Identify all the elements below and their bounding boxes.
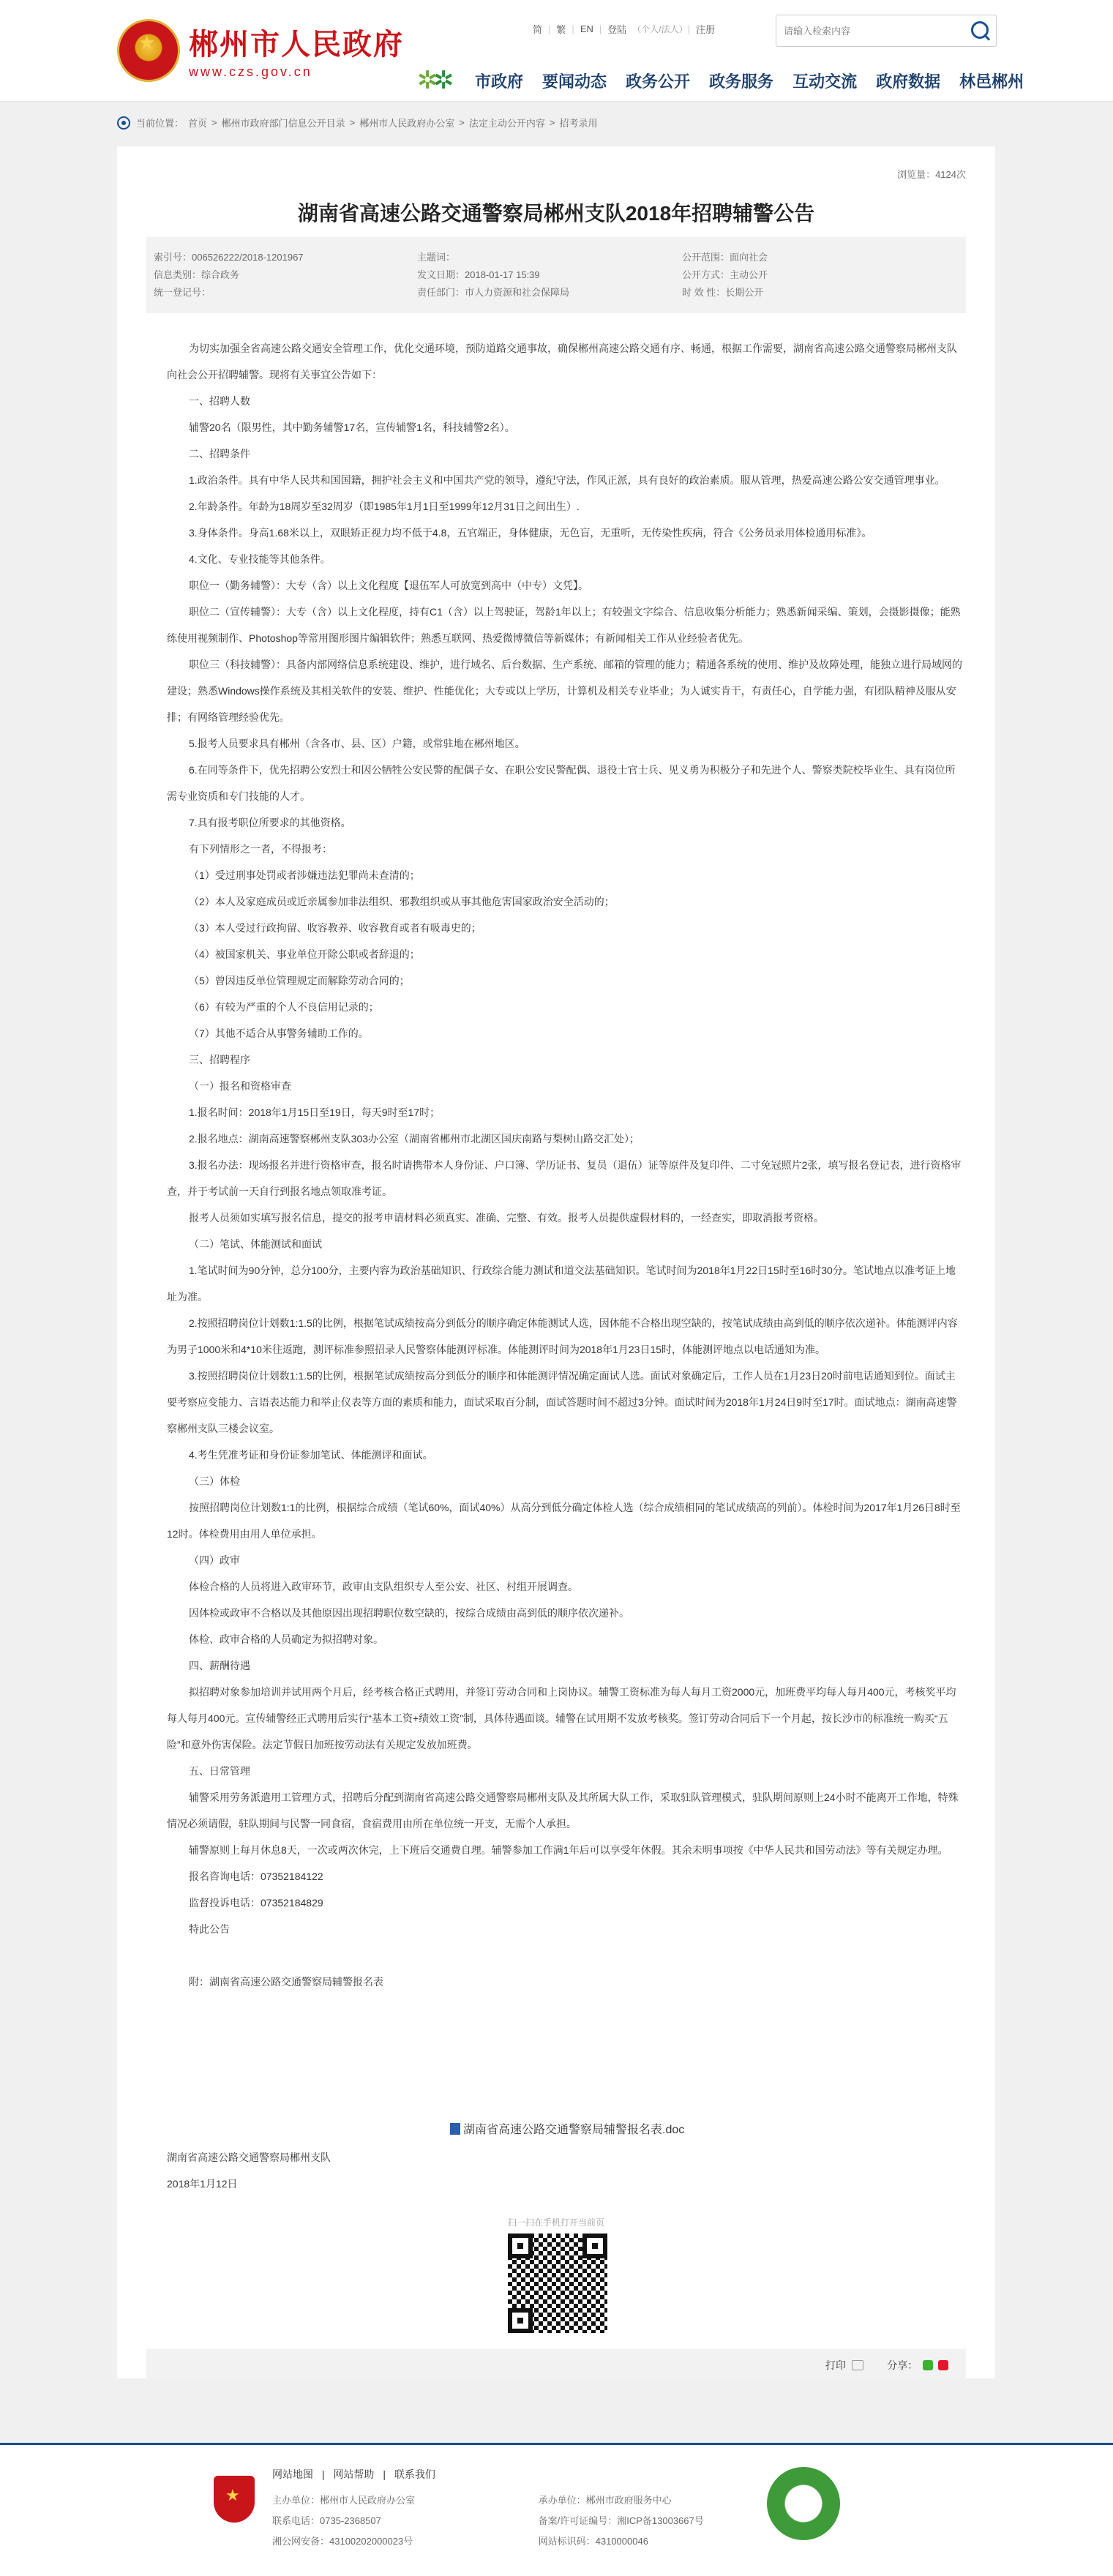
body-paragraph: 7.具有报考职位所要求的其他资格。 <box>189 817 351 828</box>
body-paragraph: （5）曾因违反单位管理规定而解除劳动合同的； <box>189 975 410 986</box>
body-paragraph: 三、招聘程序 <box>189 1054 250 1066</box>
breadcrumb: 当前位置： 首页 > 郴州市政府部门信息公开目录 > 郴州市人民政府办公室 > 法定主动公开内容 > 招考录用 <box>117 116 602 130</box>
login-type-note: （个人/法人） <box>632 24 688 34</box>
body-paragraph: 有下列情形之一者，不得报考： <box>189 843 332 855</box>
simplified-link[interactable]: 简 <box>533 24 543 35</box>
meta-category: 信息类别：综合政务 <box>154 269 240 280</box>
login-link[interactable]: 登陆 <box>607 24 627 35</box>
footer-contact-link[interactable]: 联系我们 <box>394 2468 435 2480</box>
body-paragraph: 因体检或政审不合格以及其他原因出现招聘职位数空缺的，按综合成绩由高到低的顺序依次递补。 <box>189 1607 629 1619</box>
body-paragraph: 体检、政审合格的人员确定为拟招聘对象。 <box>189 1633 383 1645</box>
meta-unified-no: 统一登记号： <box>154 287 211 298</box>
body-paragraph: 6.在同等条件下，优先招聘公安烈士和因公牺牲公安民警的配偶子女、在职公安民警配偶、退役士官士兵、见义勇为积极分子和先进个人、警察类院校毕业生、具有岗位所需专业资质和专门技能的人才。 <box>167 764 956 802</box>
body-paragraph: 职位二（宣传辅警）：大专（含）以上文化程度，持有C1（含）以上驾驶证，驾龄1年以上；有较强文字综合、信息收集分析能力；熟悉新闻采编、策划，会摄影摄像；能熟练使用视频制作、Photoshop等常用图形图片编辑软件；熟悉互联网、热爱微博微信等新媒体；有新闻相关工作从业经验者优先。 <box>167 606 961 644</box>
footer-host: 主办单位：郴州市人民政府办公室 <box>272 2495 416 2506</box>
breadcrumb-current[interactable]: 招考录用 <box>559 118 598 129</box>
body-paragraph: 1.笔试时间为90分钟，总分100分，主要内容为政治基础知识、行政综合能力测试和道交法基础知识。笔试时间为2018年1月22日15时至16时30分。笔试地点以准考证上地址为准。 <box>167 1265 956 1303</box>
body-paragraph: （一）报名和资格审查 <box>189 1080 291 1092</box>
print-button[interactable]: 打印 <box>825 2358 863 2373</box>
article-meta <box>146 237 966 313</box>
footer-site-id: 网站标识码：4310000046 <box>538 2536 648 2547</box>
meta-validity: 时 效 性：长期公开 <box>682 287 764 298</box>
footer-organizer: 承办单位：郴州市政府服务中心 <box>538 2495 672 2506</box>
meta-department: 责任部门：市人力资源和社会保障局 <box>417 287 570 298</box>
meta-method: 公开方式：主动公开 <box>682 269 768 280</box>
nav-item-news[interactable]: 要闻动态 <box>542 72 607 91</box>
footer-icp[interactable]: 备案/许可证编号：湘ICP备13003667号 <box>538 2515 704 2526</box>
main-nav <box>417 66 1033 95</box>
body-paragraph: 职位一（勤务辅警）：大专（含）以上文化程度【退伍军人可放宽到高中（中专）文凭】。 <box>189 580 588 591</box>
word-doc-icon <box>450 2123 460 2135</box>
body-paragraph: 2.年龄条件。年龄为18周岁至32周岁（即1985年1月1日至1999年12月31日之间出生）. <box>189 501 580 512</box>
article-title: 湖南省高速公路交通警察局郴州支队2018年招聘辅警公告 <box>297 202 815 225</box>
body-paragraph: （四）政审 <box>189 1554 240 1566</box>
body-paragraph: 附：湖南省高速公路交通警察局辅警报名表 <box>189 1976 383 1988</box>
body-paragraph: （6）有较为严重的个人不良信用记录的； <box>189 1001 379 1013</box>
meta-scope: 公开范围：面向社会 <box>682 252 768 263</box>
body-paragraph: 5.报考人员要求具有郴州（含各市、县、区）户籍，或常驻地在郴州地区。 <box>189 738 525 749</box>
body-paragraph: 特此公告 <box>189 1923 230 1935</box>
article-panel <box>117 146 995 2378</box>
site-footer <box>0 2443 1113 2576</box>
breadcrumb-home[interactable]: 首页 <box>188 118 208 129</box>
breadcrumb-content[interactable]: 法定主动公开内容 <box>468 118 545 129</box>
body-paragraph: 4.文化、专业技能等其他条件。 <box>189 553 331 565</box>
body-paragraph: 报名咨询电话：07352184122 <box>189 1871 323 1882</box>
footer-help-link[interactable]: 网站帮助 <box>333 2468 375 2480</box>
site-logo[interactable] <box>117 19 404 82</box>
nav-item-interaction[interactable]: 互动交流 <box>792 72 858 91</box>
body-paragraph: 职位三（科技辅警）：具备内部网络信息系统建设、维护，进行域名、后台数据、生产系统、邮箱的管理的能力；精通各系统的使用、维护及故障处理，能独立进行局域网的建设；熟悉Windows操作系统及其相关软件的安装、维护、性能优化；大专或以上学历，计算机及相关专业毕业；为人诚实肯干，有责任心，自学能力强，有团队精神及服从安排；有网络管理经验优先。 <box>167 659 962 723</box>
article-body <box>167 335 964 1995</box>
register-link[interactable]: 注册 <box>696 24 716 35</box>
nav-item-linyi-chenzhou[interactable]: 林邑郴州 <box>959 72 1024 91</box>
body-paragraph: （3）本人受过行政拘留、收容教养、收容教育或者有吸毒史的； <box>189 922 481 934</box>
weibo-share-icon[interactable] <box>938 2360 948 2370</box>
qr-code <box>505 2231 610 2336</box>
body-paragraph: 2.按照招聘岗位计划数1:1.5的比例，根据笔试成绩按高分到低分的顺序确定体能测试人选，因体能不合格出现空缺的，按笔试成绩由高到低的顺序依次递补。体能测评内容为男子1000米和4*10米往返跑，测评标准参照招录人民警察体能测评标准。体能测评时间为2018年1月23日15时，体能测评地点以电话通知为准。 <box>167 1317 958 1355</box>
body-paragraph: （1）受过刑事处罚或者涉嫌违法犯罪尚未查清的； <box>189 869 420 881</box>
body-paragraph: 3.报名办法：现场报名并进行资格审查，报名时请携带本人身份证、户口簿、学历证书、复员（退伍）证等原件及复印件、二寸免冠照片2张，填写报名登记表，进行资格审查，并于考试前一天自行到报名地点领取准考证。 <box>167 1159 962 1197</box>
share-bar: 分享： <box>887 2358 948 2373</box>
body-paragraph: 体检合格的人员将进入政审环节，政审由支队组织专人至公安、社区、村组开展调查。 <box>189 1581 578 1592</box>
signature-date: 2018年1月12日 <box>167 2178 238 2190</box>
body-paragraph: 二、招聘条件 <box>189 448 250 460</box>
police-badge-icon[interactable] <box>214 2476 255 2523</box>
body-paragraph: 辅警采用劳务派遣用工管理方式，招聘后分配到湖南省高速公路交通警察局郴州支队及其所属大队工作，采取驻队管理模式，驻队期间原则上24小时不能离开工作地，特殊情况必须请假，驻队期间与民警一同食宿，食宿费用由所在单位统一开支，无需个人承担。 <box>167 1791 959 1830</box>
search-input[interactable] <box>776 15 961 46</box>
signature-org: 湖南省高速公路交通警察局郴州支队 <box>167 2152 331 2163</box>
body-paragraph: 为切实加强全省高速公路交通安全管理工作，优化交通环境，预防道路交通事故，确保郴州高速公路交通有序、畅通，根据工作需要，湖南省高速公路交通警察局郴州支队向社会公开招聘辅警。现将有关事宜公告如下： <box>167 342 957 381</box>
body-paragraph: 辅警20名（限男性，其中勤务辅警17名，宣传辅警1名，科技辅警2名）。 <box>189 422 515 433</box>
body-paragraph: 监督投诉电话：07352184829 <box>189 1897 323 1909</box>
body-paragraph: 4.考生凭准考证和身份证参加笔试、体能测评和面试。 <box>189 1449 433 1461</box>
wechat-share-icon[interactable] <box>923 2360 933 2370</box>
site-domain: www.czs.gov.cn <box>189 64 312 79</box>
footer-sitemap-link[interactable]: 网站地图 <box>272 2468 313 2480</box>
meta-subject: 主题词： <box>417 252 456 263</box>
top-links: 简 | 繁 | EN | 登陆 （个人/法人） | 注册 <box>533 23 716 35</box>
english-link[interactable]: EN <box>580 23 593 34</box>
body-paragraph: 报考人员须如实填写报名信息，提交的报考申请材料必须真实、准确、完整、有效。报考人员提供虚假材料的，一经查实，即取消报考资格。 <box>189 1212 824 1224</box>
footer-police-record[interactable]: 湘公网安备：43100202000023号 <box>272 2536 413 2547</box>
body-paragraph: 2.报名地点：湖南高速警察郴州支队303办公室（湖南省郴州市北湖区国庆南路与梨树山路交汇处）； <box>189 1133 640 1145</box>
nav-decoration-icon: ✲ ✲ <box>417 67 454 94</box>
meta-issue-date: 发文日期：2018-01-17 15:39 <box>417 269 540 280</box>
site-name: 郴州市人民政府 <box>189 29 404 61</box>
printer-icon[interactable] <box>852 2360 863 2370</box>
body-paragraph: （三）体检 <box>189 1475 240 1487</box>
view-count: 浏览量：4124次 <box>897 169 966 180</box>
article-toolbar <box>146 2349 966 2378</box>
breadcrumb-directory[interactable]: 郴州市政府部门信息公开目录 <box>221 118 345 129</box>
body-paragraph <box>167 1942 964 1969</box>
body-paragraph: （4）被国家机关、事业单位开除公职或者辞退的； <box>189 948 420 960</box>
signature-block <box>167 2144 331 2197</box>
footer-phone: 联系电话：0735-2368507 <box>272 2515 381 2526</box>
body-paragraph: 四、薪酬待遇 <box>189 1660 250 1671</box>
body-paragraph: 按照招聘岗位计划数1:1的比例，根据综合成绩（笔试60%，面试40%）从高分到低分确定体检人选（综合成绩相同的笔试成绩高的列前）。体检时间为2017年1月26日8时至12时。体检费用由用人单位承担。 <box>167 1502 961 1540</box>
body-paragraph: 拟招聘对象参加培训并试用两个月后，经考核合格正式聘用，并签订劳动合同和上岗协议。辅警工资标准为每人每月工资2000元，加班费平均每人每月400元，考核奖平均每人每月400元。宣传辅警经正式聘用后实行“基本工资+绩效工资”制，具体待遇面谈。辅警在试用期不发放考核奖。签订劳动合同后下一个月起，按长沙市的标准统一购买“五险”和意外伤害保险。法定节假日加班按劳动法有关规定发放加班费。 <box>167 1686 956 1751</box>
breadcrumb-office[interactable]: 郴州市人民政府办公室 <box>359 118 455 129</box>
body-paragraph: （2）本人及家庭成员或近亲属参加非法组织、邪教组织或从事其他危害国家政治安全活动的； <box>189 896 615 907</box>
body-paragraph: 1.报名时间：2018年1月15日至19日，每天9时至17时； <box>189 1107 441 1118</box>
traditional-link[interactable]: 繁 <box>556 24 566 35</box>
body-paragraph: 1.政治条件。具有中华人民共和国国籍，拥护社会主义和中国共产党的领导，遵纪守法，作风正派，具有良好的政治素质。服从管理，热爱高速公路公安交通管理事业。 <box>189 474 945 486</box>
search-icon[interactable] <box>971 21 989 39</box>
body-paragraph: 辅警原则上每月休息8天，一次或两次休完，上下班后交通费自理。辅警参加工作满1年后可以享受年休假。其余未明事项按《中华人民共和国劳动法》等有关规定办理。 <box>189 1844 948 1856</box>
body-paragraph: 3.身体条件。身高1.68米以上，双眼矫正视力均不低于4.8，五官端正，身体健康，无色盲，无重听，无传染性疾病，符合《公务员录用体检通用标准》。 <box>189 527 872 539</box>
search-box <box>776 15 997 47</box>
nav-item-gov-data[interactable]: 政府数据 <box>876 72 941 91</box>
footer-info <box>272 2490 787 2552</box>
footer-links: 网站地图 | 网站帮助 | 联系我们 <box>272 2468 435 2480</box>
national-emblem-icon <box>117 19 180 82</box>
body-paragraph: （二）笔试、体能测试和面试 <box>189 1238 322 1250</box>
body-paragraph: （7）其他不适合从事警务辅助工作的。 <box>189 1027 369 1039</box>
qr-tip: 扫一扫在手机打开当前页 <box>507 2217 604 2228</box>
body-paragraph: 五、日常管理 <box>189 1765 250 1777</box>
attachment-link[interactable]: 湖南省高速公路交通警察局辅警报名表.doc <box>450 2120 684 2137</box>
site-header <box>0 0 1113 102</box>
body-paragraph: 3.按照招聘岗位计划数1:1.5的比例，根据笔试成绩按高分到低分的顺序和体能测评情况确定面试人选。面试对象确定后，工作人员在1月23日20时前电话通知到位。面试主要考察应变能力、言语表达能力和举止仪表等方面的素质和能力，面试采取百分制，面试答题时间不超过3分钟。面试时间为2018年1月24日9时至17时。面试地点：湖南高速警察郴州支队三楼会议室。 <box>167 1370 957 1434</box>
nav-item-gov-disclosure[interactable]: 政务公开 <box>626 72 691 91</box>
body-paragraph: 一、招聘人数 <box>189 395 250 407</box>
location-pin-icon <box>117 116 130 130</box>
nav-item-gov-service[interactable]: 政务服务 <box>709 72 774 91</box>
gov-site-seal-icon[interactable] <box>767 2467 840 2540</box>
meta-index-no: 索引号：006526222/2018-1201967 <box>154 252 304 263</box>
nav-item-city-gov[interactable]: 市政府 <box>475 72 524 91</box>
